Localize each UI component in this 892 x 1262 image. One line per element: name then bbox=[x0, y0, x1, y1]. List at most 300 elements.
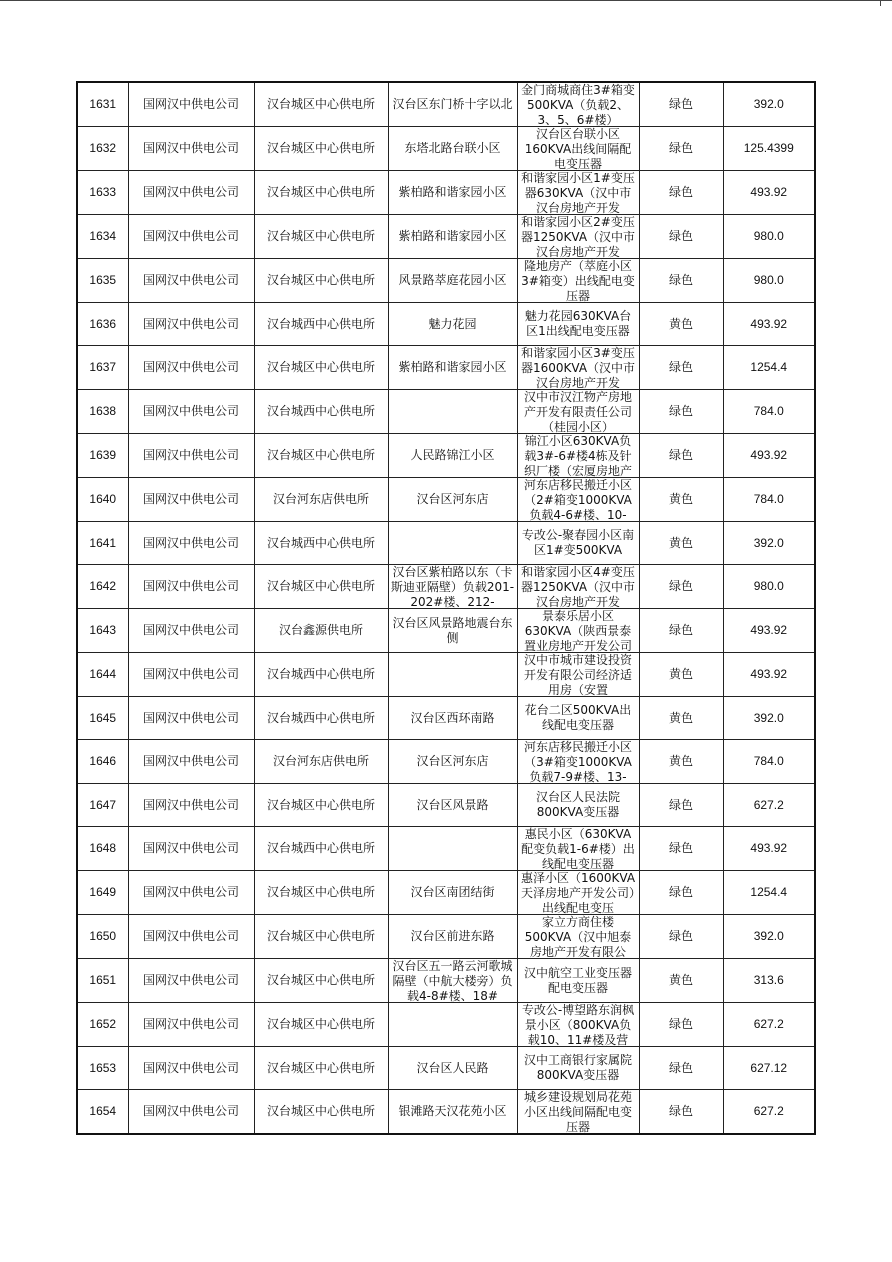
transformer-text: 魅力花园630KVA台区1出线配电变压器 bbox=[524, 309, 632, 338]
transformer-text: 汉台区台联小区160KVA出线间隔配电变压器 bbox=[524, 127, 632, 170]
value-cell bbox=[723, 1003, 815, 1047]
supply-station-cell bbox=[254, 959, 388, 1003]
transformer-cell bbox=[517, 390, 639, 434]
company-cell bbox=[128, 827, 254, 871]
value-cell bbox=[723, 215, 815, 259]
company-text: 国网汉中供电公司 bbox=[142, 97, 239, 111]
supply-station-cell bbox=[254, 259, 388, 303]
color-status-cell bbox=[639, 478, 723, 522]
row-number-text: 1646 bbox=[89, 754, 117, 768]
value-cell bbox=[723, 259, 815, 303]
company-cell bbox=[128, 522, 254, 565]
color-status-cell bbox=[639, 653, 723, 697]
location-cell bbox=[388, 127, 517, 171]
supply-station-text: 汉台城区中心供电所 bbox=[266, 141, 375, 155]
company-cell bbox=[128, 959, 254, 1003]
color-status-text: 绿色 bbox=[668, 97, 693, 111]
transformer-cell bbox=[517, 740, 639, 784]
value-cell bbox=[723, 434, 815, 478]
transformer-cell bbox=[517, 478, 639, 522]
location-cell bbox=[388, 1003, 517, 1047]
supply-station-cell bbox=[254, 784, 388, 827]
supply-station-cell bbox=[254, 1047, 388, 1090]
transformer-cell bbox=[517, 697, 639, 740]
row-number-text: 1642 bbox=[89, 579, 117, 593]
row-number-cell bbox=[77, 522, 128, 565]
row-number-text: 1649 bbox=[89, 885, 117, 899]
company-cell bbox=[128, 82, 254, 127]
supply-station-cell bbox=[254, 565, 388, 609]
table-row bbox=[77, 827, 815, 871]
row-number-cell bbox=[77, 82, 128, 127]
company-cell bbox=[128, 478, 254, 522]
supply-station-text: 汉台城区中心供电所 bbox=[266, 229, 375, 243]
value-cell bbox=[723, 346, 815, 390]
transformer-cell bbox=[517, 303, 639, 346]
color-status-cell bbox=[639, 171, 723, 215]
supply-station-cell bbox=[254, 740, 388, 784]
color-status-cell bbox=[639, 565, 723, 609]
location-cell bbox=[388, 784, 517, 827]
location-text: 汉台区风景路 bbox=[416, 797, 489, 812]
transformer-cell bbox=[517, 434, 639, 478]
transformer-cell bbox=[517, 915, 639, 959]
value-cell bbox=[723, 1047, 815, 1090]
row-number-text: 1634 bbox=[89, 229, 117, 243]
row-number-text: 1648 bbox=[89, 841, 117, 855]
row-number-cell bbox=[77, 609, 128, 653]
supply-station-text: 汉台城区中心供电所 bbox=[266, 448, 375, 462]
color-status-cell bbox=[639, 303, 723, 346]
company-text: 国网汉中供电公司 bbox=[142, 667, 239, 681]
color-status-text: 绿色 bbox=[668, 273, 693, 287]
color-status-cell bbox=[639, 82, 723, 127]
color-status-cell bbox=[639, 827, 723, 871]
table-row bbox=[77, 1003, 815, 1047]
value-cell bbox=[723, 827, 815, 871]
row-number-text: 1639 bbox=[89, 448, 117, 462]
table-row bbox=[77, 127, 815, 171]
transformer-text: 汉中市城市建设投资开发有限公司经济适用房（安置 bbox=[523, 653, 632, 696]
location-text: 汉台区紫柏路以东（卡斯迪亚隔壁）负载201-202#楼、212- bbox=[390, 565, 515, 608]
color-status-text: 绿色 bbox=[668, 229, 693, 243]
row-number-cell bbox=[77, 959, 128, 1003]
transformer-cell bbox=[517, 653, 639, 697]
table-row bbox=[77, 784, 815, 827]
color-status-cell bbox=[639, 346, 723, 390]
company-cell bbox=[128, 565, 254, 609]
transformer-cell bbox=[517, 82, 639, 127]
value-text: 493.92 bbox=[750, 667, 788, 681]
value-text: 784.0 bbox=[753, 404, 784, 418]
location-cell bbox=[388, 215, 517, 259]
location-text: 人民路锦江小区 bbox=[410, 448, 495, 462]
location-cell bbox=[388, 915, 517, 959]
value-text: 1254.4 bbox=[750, 885, 788, 899]
company-text: 国网汉中供电公司 bbox=[142, 885, 239, 899]
table-row bbox=[77, 609, 815, 653]
value-text: 784.0 bbox=[753, 492, 784, 506]
value-cell bbox=[723, 565, 815, 609]
location-cell bbox=[388, 478, 517, 522]
location-text: 魅力花园 bbox=[428, 316, 477, 331]
location-text: 汉台区风景路地震台东侧 bbox=[392, 615, 513, 645]
transformer-text: 惠泽小区（1600KVA天泽房地产开发公司）出线配电变压 bbox=[520, 871, 636, 914]
transformer-cell bbox=[517, 127, 639, 171]
color-status-text: 黄色 bbox=[668, 316, 693, 331]
color-status-text: 黄色 bbox=[668, 754, 693, 768]
table-row bbox=[77, 697, 815, 740]
location-cell bbox=[388, 434, 517, 478]
value-text: 392.0 bbox=[753, 710, 784, 725]
color-status-text: 绿色 bbox=[668, 141, 693, 155]
company-text: 国网汉中供电公司 bbox=[142, 579, 239, 593]
company-text: 国网汉中供电公司 bbox=[142, 448, 239, 462]
row-number-text: 1653 bbox=[89, 1060, 117, 1075]
location-cell bbox=[388, 390, 517, 434]
supply-station-text: 汉台城区中心供电所 bbox=[266, 929, 375, 943]
row-number-cell bbox=[77, 871, 128, 915]
company-text: 国网汉中供电公司 bbox=[142, 710, 239, 725]
row-number-cell bbox=[77, 171, 128, 215]
row-number-text: 1641 bbox=[89, 535, 117, 550]
company-cell bbox=[128, 740, 254, 784]
color-status-text: 绿色 bbox=[668, 360, 693, 374]
supply-station-cell bbox=[254, 1090, 388, 1135]
table-row bbox=[77, 1047, 815, 1090]
value-text: 784.0 bbox=[753, 754, 784, 768]
location-cell bbox=[388, 259, 517, 303]
supply-station-text: 汉台城区中心供电所 bbox=[266, 360, 375, 374]
color-status-text: 绿色 bbox=[668, 797, 693, 812]
transformer-cell bbox=[517, 959, 639, 1003]
location-text: 汉台区五一路云河歌城隔壁（中航大楼旁）负载4-8#楼、18# bbox=[392, 959, 513, 1002]
color-status-text: 绿色 bbox=[668, 579, 693, 593]
value-text: 627.12 bbox=[750, 1060, 788, 1075]
row-number-cell bbox=[77, 784, 128, 827]
table-body bbox=[77, 82, 815, 1134]
supply-station-text: 汉台城西中心供电所 bbox=[266, 535, 375, 550]
color-status-text: 黄色 bbox=[668, 535, 693, 550]
supply-station-text: 汉台城区中心供电所 bbox=[266, 1017, 375, 1031]
color-status-text: 黄色 bbox=[668, 667, 693, 681]
company-cell bbox=[128, 1047, 254, 1090]
row-number-text: 1637 bbox=[89, 360, 117, 374]
row-number-cell bbox=[77, 303, 128, 346]
color-status-text: 绿色 bbox=[668, 623, 693, 637]
location-cell bbox=[388, 609, 517, 653]
color-status-cell bbox=[639, 127, 723, 171]
location-text: 汉台区东门桥十字以北 bbox=[392, 97, 513, 111]
supply-station-text: 汉台城西中心供电所 bbox=[266, 710, 375, 725]
value-cell bbox=[723, 609, 815, 653]
table-row bbox=[77, 215, 815, 259]
transformer-text: 景泰乐居小区630KVA（陕西景泰置业房地产开发公司 bbox=[523, 609, 632, 652]
color-status-text: 黄色 bbox=[668, 973, 693, 987]
company-text: 国网汉中供电公司 bbox=[142, 492, 239, 506]
table-row bbox=[77, 303, 815, 346]
supply-station-text: 汉台城区中心供电所 bbox=[266, 185, 375, 199]
table-row bbox=[77, 871, 815, 915]
transformer-text: 汉中市汉江物产房地产开发有限责任公司（桂园小区） bbox=[523, 390, 632, 433]
supply-station-text: 汉台城区中心供电所 bbox=[266, 579, 375, 593]
company-text: 国网汉中供电公司 bbox=[142, 797, 239, 812]
value-text: 980.0 bbox=[753, 273, 784, 287]
supply-station-cell bbox=[254, 303, 388, 346]
value-text: 493.92 bbox=[750, 185, 788, 199]
table-row bbox=[77, 478, 815, 522]
value-text: 1254.4 bbox=[750, 360, 788, 374]
location-cell bbox=[388, 871, 517, 915]
location-cell bbox=[388, 653, 517, 697]
transformer-cell bbox=[517, 609, 639, 653]
value-cell bbox=[723, 871, 815, 915]
company-text: 国网汉中供电公司 bbox=[142, 141, 239, 155]
company-cell bbox=[128, 434, 254, 478]
transformer-cell bbox=[517, 1047, 639, 1090]
row-number-text: 1651 bbox=[89, 973, 117, 987]
row-number-text: 1631 bbox=[89, 97, 117, 111]
location-cell bbox=[388, 346, 517, 390]
row-number-text: 1638 bbox=[89, 404, 117, 418]
location-text: 紫柏路和谐家园小区 bbox=[398, 185, 507, 199]
value-cell bbox=[723, 784, 815, 827]
company-text: 国网汉中供电公司 bbox=[142, 229, 239, 243]
company-text: 国网汉中供电公司 bbox=[142, 404, 239, 418]
supply-station-text: 汉台城西中心供电所 bbox=[266, 841, 375, 855]
supply-station-cell bbox=[254, 827, 388, 871]
supply-station-cell bbox=[254, 171, 388, 215]
company-text: 国网汉中供电公司 bbox=[142, 754, 239, 768]
row-number-text: 1645 bbox=[89, 710, 117, 725]
color-status-cell bbox=[639, 871, 723, 915]
value-cell bbox=[723, 478, 815, 522]
value-text: 392.0 bbox=[753, 97, 784, 111]
transformer-text: 河东店移民搬迁小区（3#箱变1000KVA负载7-9#楼、13- bbox=[523, 740, 632, 783]
location-text: 紫柏路和谐家园小区 bbox=[398, 360, 507, 374]
company-cell bbox=[128, 390, 254, 434]
supply-station-cell bbox=[254, 82, 388, 127]
color-status-cell bbox=[639, 784, 723, 827]
location-text: 汉台区南团结街 bbox=[410, 885, 495, 899]
value-text: 493.92 bbox=[750, 623, 788, 637]
company-text: 国网汉中供电公司 bbox=[142, 623, 239, 637]
supply-station-text: 汉台城区中心供电所 bbox=[266, 273, 375, 287]
location-cell bbox=[388, 827, 517, 871]
color-status-cell bbox=[639, 434, 723, 478]
table-row bbox=[77, 346, 815, 390]
row-number-cell bbox=[77, 259, 128, 303]
row-number-cell bbox=[77, 390, 128, 434]
transformer-cell bbox=[517, 346, 639, 390]
supply-station-cell bbox=[254, 478, 388, 522]
location-text: 汉台区前进东路 bbox=[410, 929, 495, 943]
row-number-cell bbox=[77, 478, 128, 522]
color-status-text: 绿色 bbox=[668, 929, 693, 943]
transformer-text: 金门商城商住3#箱变500KVA（负载2、3、5、6#楼） bbox=[521, 83, 635, 126]
value-text: 627.2 bbox=[753, 797, 784, 812]
color-status-cell bbox=[639, 1047, 723, 1090]
value-cell bbox=[723, 740, 815, 784]
table-row bbox=[77, 959, 815, 1003]
company-text: 国网汉中供电公司 bbox=[142, 1104, 239, 1118]
supply-station-cell bbox=[254, 346, 388, 390]
value-cell bbox=[723, 127, 815, 171]
transformer-cell bbox=[517, 259, 639, 303]
value-text: 980.0 bbox=[753, 579, 784, 593]
location-cell bbox=[388, 697, 517, 740]
transformer-text: 汉中工商银行家属院800KVA变压器 bbox=[523, 1053, 632, 1082]
location-cell bbox=[388, 303, 517, 346]
row-number-cell bbox=[77, 653, 128, 697]
transformer-table bbox=[76, 81, 816, 1135]
location-cell bbox=[388, 1047, 517, 1090]
value-text: 980.0 bbox=[753, 229, 784, 243]
value-text: 493.92 bbox=[750, 841, 788, 855]
table-row bbox=[77, 653, 815, 697]
company-text: 国网汉中供电公司 bbox=[142, 273, 239, 287]
value-text: 627.2 bbox=[753, 1017, 784, 1031]
company-cell bbox=[128, 697, 254, 740]
value-text: 627.2 bbox=[753, 1104, 784, 1118]
table-row bbox=[77, 565, 815, 609]
transformer-text: 隆地房产（萃庭小区3#箱变）出线配电变压器 bbox=[521, 259, 635, 302]
row-number-text: 1644 bbox=[89, 667, 117, 681]
page-top-rule bbox=[0, 0, 892, 1]
company-text: 国网汉中供电公司 bbox=[142, 316, 239, 331]
color-status-cell bbox=[639, 959, 723, 1003]
color-status-text: 绿色 bbox=[668, 1060, 693, 1075]
company-text: 国网汉中供电公司 bbox=[142, 973, 239, 987]
location-text: 风景路萃庭花园小区 bbox=[398, 273, 507, 287]
color-status-text: 绿色 bbox=[668, 885, 693, 899]
transformer-text: 河东店移民搬迁小区（2#箱变1000KVA负载4-6#楼、10- bbox=[523, 478, 632, 521]
company-cell bbox=[128, 259, 254, 303]
color-status-cell bbox=[639, 915, 723, 959]
value-cell bbox=[723, 959, 815, 1003]
row-number-text: 1650 bbox=[89, 929, 117, 943]
color-status-cell bbox=[639, 390, 723, 434]
location-text: 紫柏路和谐家园小区 bbox=[398, 229, 507, 243]
color-status-cell bbox=[639, 740, 723, 784]
company-cell bbox=[128, 215, 254, 259]
location-cell bbox=[388, 565, 517, 609]
transformer-cell bbox=[517, 522, 639, 565]
supply-station-cell bbox=[254, 215, 388, 259]
supply-station-text: 汉台城区中心供电所 bbox=[266, 885, 375, 899]
table-row bbox=[77, 82, 815, 127]
row-number-cell bbox=[77, 915, 128, 959]
supply-station-text: 汉台城西中心供电所 bbox=[266, 316, 375, 331]
row-number-cell bbox=[77, 740, 128, 784]
page-top-rule-tick bbox=[880, 0, 881, 6]
supply-station-cell bbox=[254, 653, 388, 697]
supply-station-cell bbox=[254, 1003, 388, 1047]
row-number-text: 1643 bbox=[89, 623, 117, 637]
row-number-text: 1654 bbox=[89, 1104, 117, 1118]
color-status-cell bbox=[639, 697, 723, 740]
row-number-cell bbox=[77, 827, 128, 871]
row-number-cell bbox=[77, 434, 128, 478]
value-cell bbox=[723, 653, 815, 697]
row-number-cell bbox=[77, 127, 128, 171]
row-number-text: 1652 bbox=[89, 1017, 117, 1031]
color-status-text: 黄色 bbox=[668, 710, 693, 725]
transformer-text: 和谐家园小区2#变压器1250KVA（汉中市汉台房地产开发 bbox=[520, 215, 636, 258]
company-cell bbox=[128, 1003, 254, 1047]
supply-station-cell bbox=[254, 871, 388, 915]
supply-station-cell bbox=[254, 697, 388, 740]
company-text: 国网汉中供电公司 bbox=[142, 535, 239, 550]
row-number-text: 1647 bbox=[89, 797, 117, 812]
value-text: 392.0 bbox=[753, 535, 784, 550]
value-text: 392.0 bbox=[753, 929, 784, 943]
value-text: 493.92 bbox=[750, 316, 788, 331]
color-status-cell bbox=[639, 259, 723, 303]
color-status-cell bbox=[639, 522, 723, 565]
color-status-cell bbox=[639, 1003, 723, 1047]
color-status-text: 绿色 bbox=[668, 841, 693, 855]
color-status-cell bbox=[639, 1090, 723, 1135]
value-cell bbox=[723, 390, 815, 434]
supply-station-text: 汉台城西中心供电所 bbox=[266, 404, 375, 418]
location-text: 银滩路天汉花苑小区 bbox=[398, 1104, 507, 1118]
company-cell bbox=[128, 784, 254, 827]
row-number-cell bbox=[77, 565, 128, 609]
transformer-text: 花台二区500KVA出线配电变压器 bbox=[524, 703, 632, 732]
color-status-text: 绿色 bbox=[668, 1017, 693, 1031]
location-text: 汉台区人民路 bbox=[416, 1060, 489, 1075]
table-row bbox=[77, 171, 815, 215]
color-status-cell bbox=[639, 215, 723, 259]
transformer-text: 专改公-博望路东润枫景小区（800KVA负载10、11#楼及营 bbox=[521, 1003, 635, 1046]
company-cell bbox=[128, 609, 254, 653]
row-number-text: 1632 bbox=[89, 141, 117, 155]
location-cell bbox=[388, 171, 517, 215]
row-number-cell bbox=[77, 1047, 128, 1090]
row-number-text: 1635 bbox=[89, 273, 117, 287]
company-cell bbox=[128, 127, 254, 171]
company-cell bbox=[128, 171, 254, 215]
location-text: 东塔北路台联小区 bbox=[404, 141, 501, 155]
transformer-cell bbox=[517, 565, 639, 609]
transformer-cell bbox=[517, 215, 639, 259]
value-text: 125.4399 bbox=[743, 141, 794, 155]
supply-station-cell bbox=[254, 915, 388, 959]
color-status-cell bbox=[639, 609, 723, 653]
row-number-text: 1640 bbox=[89, 492, 117, 506]
transformer-cell bbox=[517, 1090, 639, 1135]
transformer-cell bbox=[517, 171, 639, 215]
location-cell bbox=[388, 82, 517, 127]
location-cell bbox=[388, 959, 517, 1003]
row-number-cell bbox=[77, 1090, 128, 1135]
supply-station-text: 汉台鑫源供电所 bbox=[278, 623, 363, 637]
supply-station-text: 汉台城区中心供电所 bbox=[266, 97, 375, 111]
location-text: 汉台区西环南路 bbox=[410, 710, 495, 725]
value-cell bbox=[723, 303, 815, 346]
table-row bbox=[77, 434, 815, 478]
supply-station-text: 汉台河东店供电所 bbox=[272, 754, 369, 768]
transformer-text: 专改公-聚春园小区南区1#变500KVA bbox=[521, 528, 635, 557]
table-row bbox=[77, 915, 815, 959]
table-row bbox=[77, 390, 815, 434]
transformer-text: 城乡建设规划局花苑小区出线间隔配电变压器 bbox=[523, 1090, 632, 1133]
transformer-cell bbox=[517, 827, 639, 871]
supply-station-text: 汉台城西中心供电所 bbox=[266, 667, 375, 681]
company-cell bbox=[128, 346, 254, 390]
transformer-text: 汉中航空工业变压器配电变压器 bbox=[523, 965, 632, 995]
